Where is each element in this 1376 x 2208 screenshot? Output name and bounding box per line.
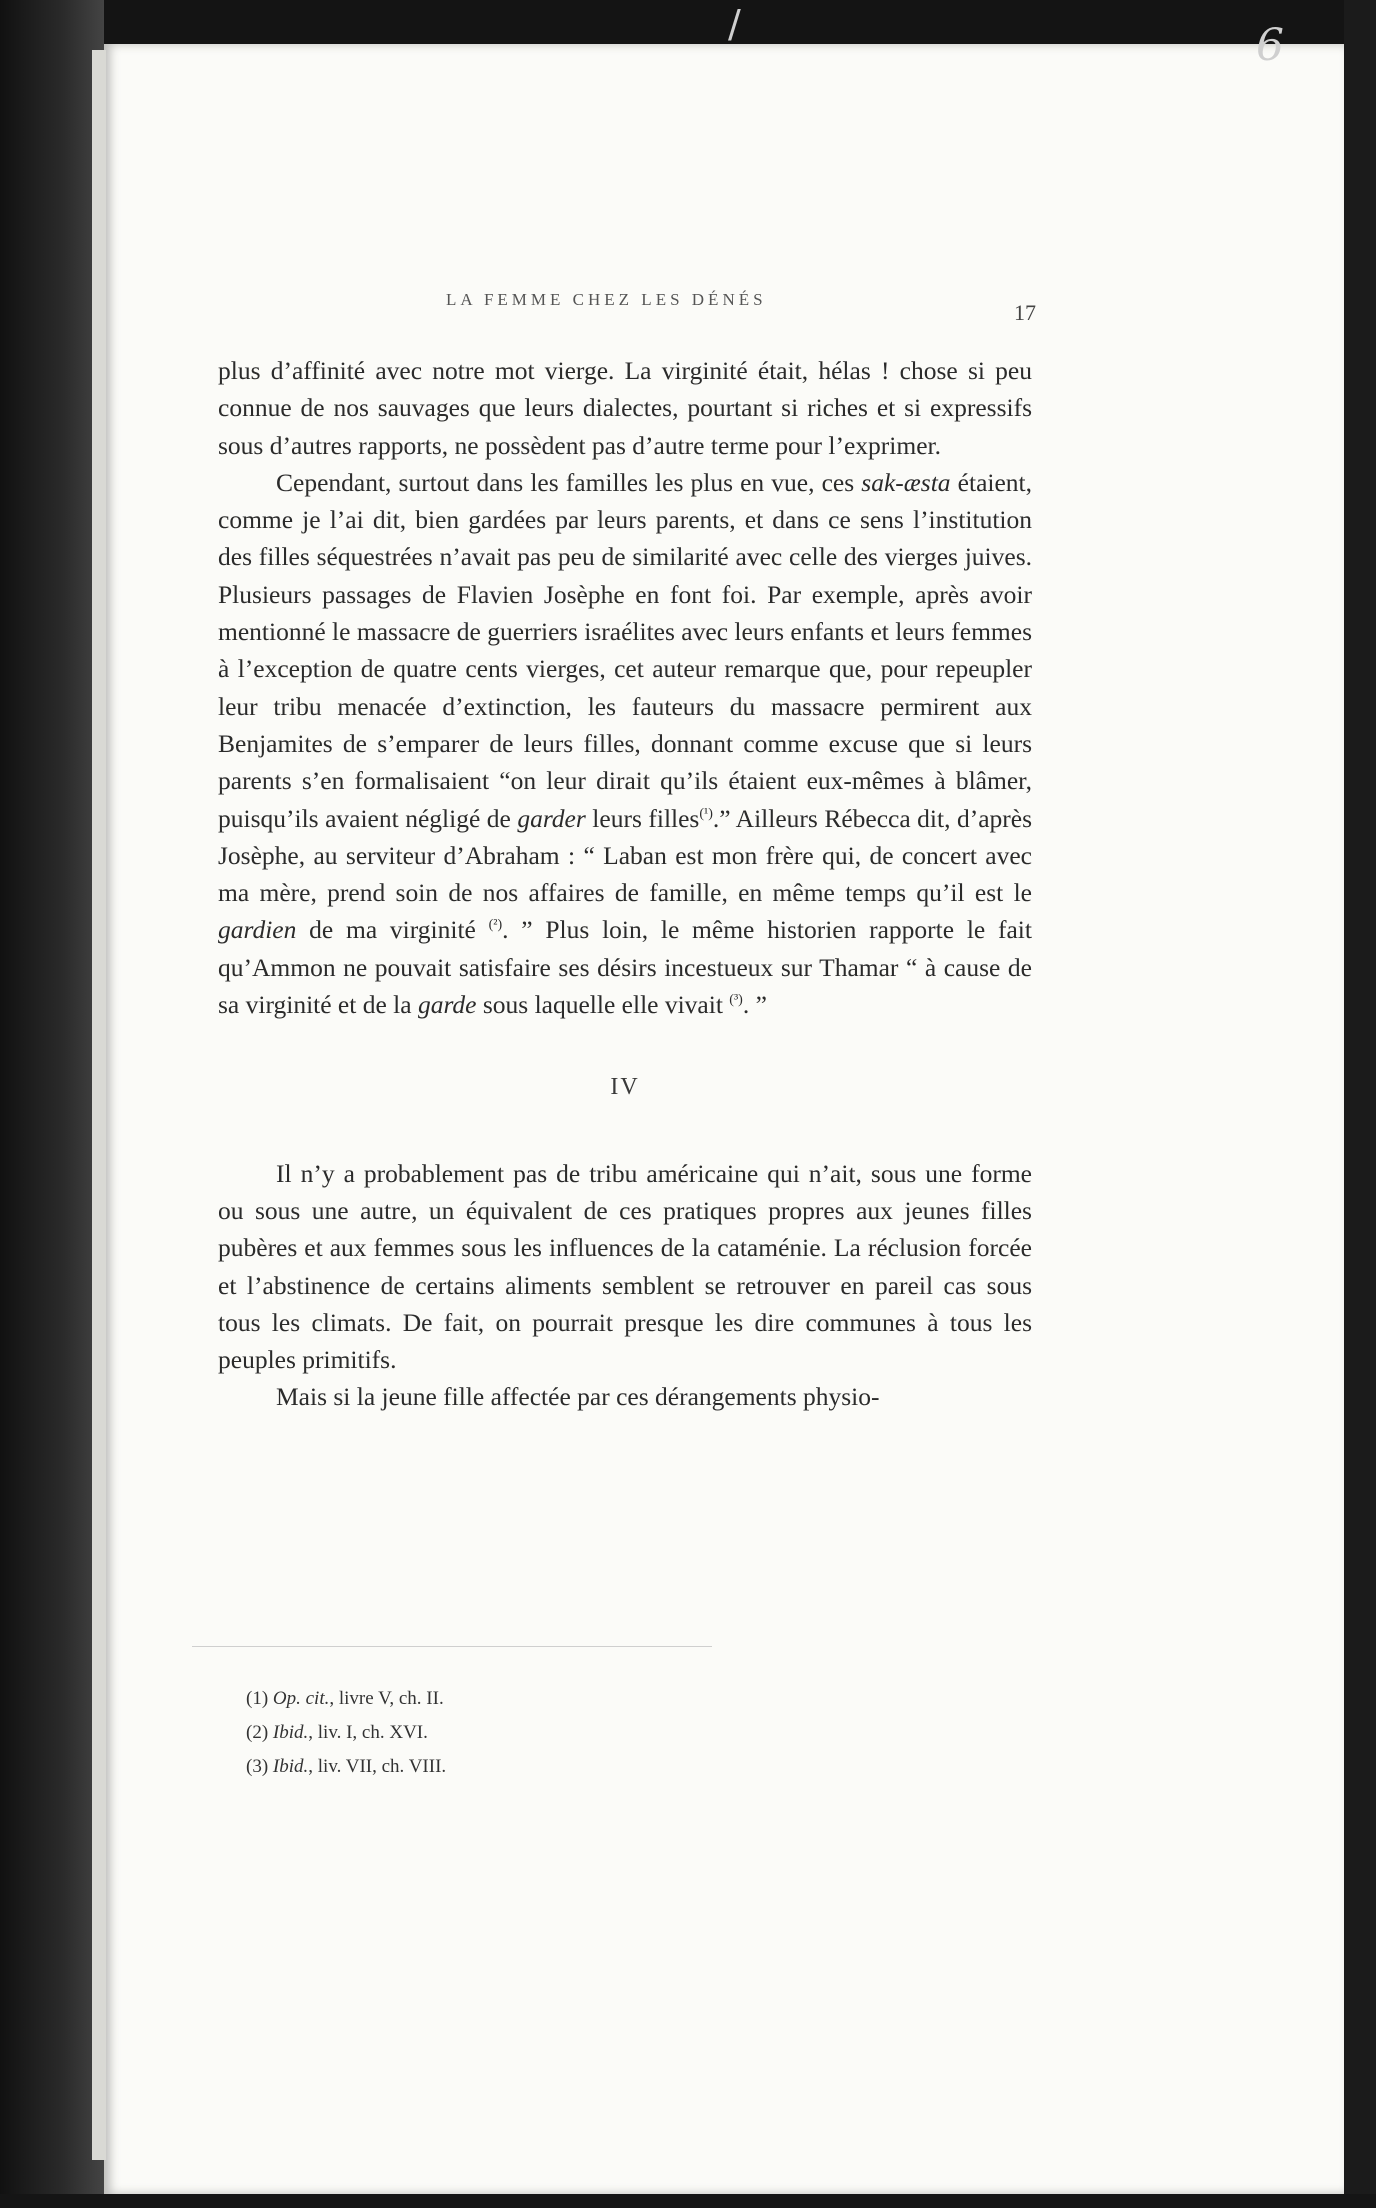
footnote-ref[interactable]: (¹) [699, 806, 713, 822]
italic-term: garder [517, 803, 586, 833]
paragraph-3: Il n’y a probablement pas de tribu américaine qui n’ait, sous une forme ou sous une autre, un équivalent de ces pratiques propres aux jeunes filles pubères et aux femmes sous les influences de la cataménie. La réclusion forcée et l’abstinence de certains aliments semblent se retrouver en pareil cas sous tous les climats. De fait, on pourrait presque les dire communes à tous les peuples primitifs. [218, 1158, 1032, 1375]
running-title: LA FEMME CHEZ LES DÉNÉS [446, 290, 767, 309]
footnote-location: , liv. VII, ch. VIII. [308, 1756, 447, 1777]
footnote-divider [192, 1646, 712, 1647]
footnote [246, 1750, 446, 1784]
text-run: .” Ailleurs Rébecca dit, d’après Josèphe, au serviteur d’Abraham : “ Laban est mon frère qui, de concert avec ma mère, prend soin de nos affaires de famille, en même temps qu’il est le [218, 803, 1032, 908]
book-top-edge [0, 0, 1376, 46]
paragraph-1: plus d’affinité avec notre mot vierge. La virginité était, hélas ! chose si peu connue de nos sauvages que leurs dialectes, pourtant si riches et si expressifs sous d’autres rapports, ne possèdent pas d’autre terme pour l’exprimer. [218, 356, 1032, 460]
text-run: leurs filles [585, 803, 700, 833]
text-run: sous laquelle elle vivait [476, 990, 730, 1020]
footnote-source: Ibid. [272, 1756, 309, 1777]
footnote [246, 1682, 446, 1716]
paragraph-2 [218, 464, 1032, 1023]
footnote-source: Op. cit. [272, 1688, 330, 1709]
text-run: de ma virginité [296, 915, 489, 945]
paragraph-4: Mais si la jeune fille affectée par ces dérangements physio- [276, 1382, 880, 1412]
book-bottom-edge [0, 2194, 1376, 2208]
footnote-number: (1) [246, 1688, 269, 1709]
italic-term: garde [417, 990, 477, 1020]
footnote-location: , liv. I, ch. XVI. [308, 1722, 428, 1743]
pencil-mark-top: / [728, 2, 741, 46]
book-spine-shadow [0, 0, 104, 2208]
page-number: 17 [1014, 300, 1036, 325]
footnote-source: Ibid. [272, 1722, 309, 1743]
text-run: . ” [742, 990, 767, 1020]
book-right-edge [1344, 0, 1376, 2208]
text-run: étaient, comme je l’ai dit, bien gardées par leurs parents, et dans ce sens l’institution des filles séquestrées n’avait pas peu de similarité avec celle des vierges juives. Plusieurs passages de Flavien Josèphe en font foi. Par exemple, après avoir mentionné le massacre de guerriers israélites avec leurs enfants et leurs femmes à l’exception de quatre cents vierges, cet auteur remarque que, pour repeupler leur tribu menacée d’extinction, les fauteurs du massacre permirent aux Benjamites de s’emparer de leurs filles, donnant comme excuse que si leurs parents s’en formalisaient “on leur dirait qu’ils étaient eux-mêmes à blâmer, puisqu’ils avaient négligé de [218, 467, 1032, 833]
footnote [246, 1716, 446, 1750]
text-run: . ” Plus loin, le même historien rapporte le fait qu’Ammon ne pouvait satisfaire ses désirs incestueux sur Thamar “ à cause de sa virginité et de la [218, 915, 1032, 1020]
pencil-mark-corner: 6 [1256, 20, 1284, 71]
footnote-number: (2) [246, 1722, 269, 1743]
page-gutter-edge [92, 50, 106, 2160]
text-run: Cependant, surtout dans les familles les plus en vue, ces [276, 467, 862, 497]
footnote-ref[interactable]: (³) [729, 992, 743, 1008]
footnotes [246, 1682, 446, 1784]
section-heading: IV [610, 1074, 640, 1101]
body-text [218, 352, 1032, 1416]
footnote-ref[interactable]: (²) [488, 917, 503, 933]
italic-term: sak-æsta [861, 467, 951, 497]
footnote-number: (3) [246, 1756, 269, 1777]
footnote-location: , livre V, ch. II. [329, 1688, 444, 1709]
italic-term: gardien [218, 915, 297, 945]
